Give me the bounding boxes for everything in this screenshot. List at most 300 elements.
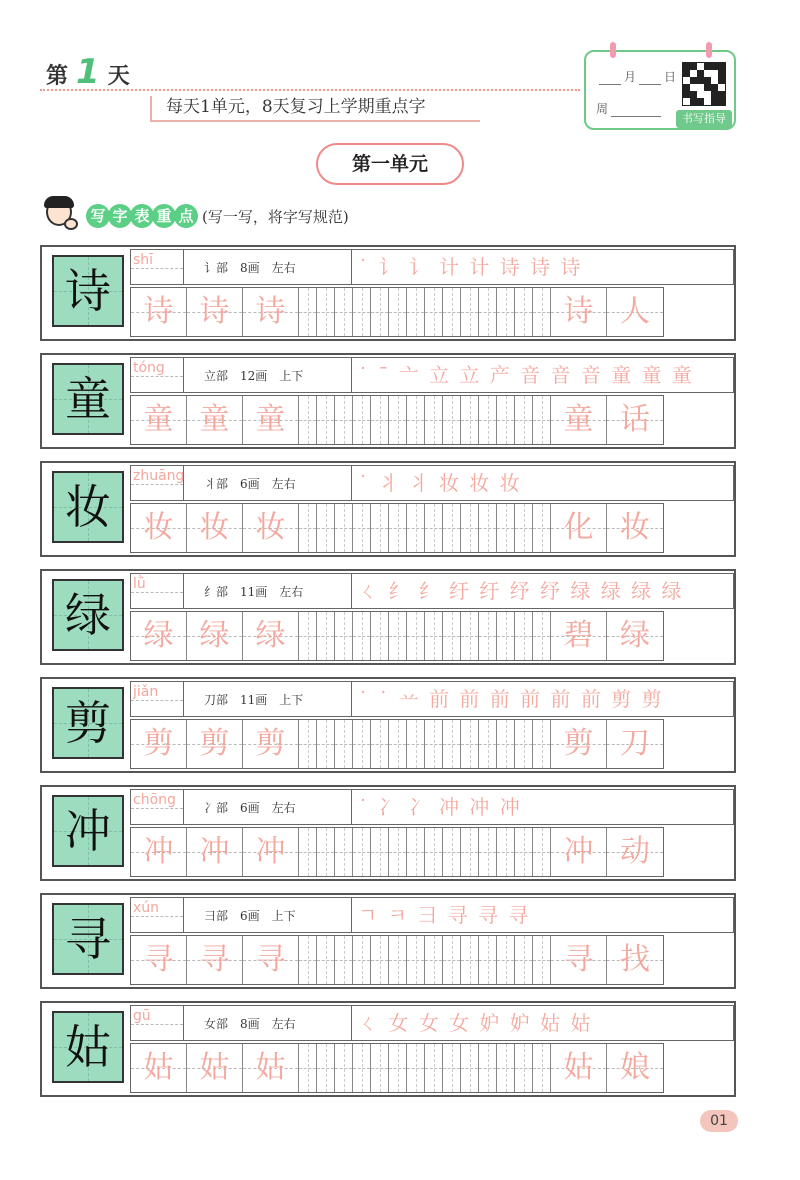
- blank-cell[interactable]: [479, 288, 497, 336]
- blank-cell[interactable]: [515, 828, 533, 876]
- word-cell[interactable]: [551, 504, 607, 552]
- blank-cell[interactable]: [317, 504, 335, 552]
- blank-cell[interactable]: [515, 720, 533, 768]
- blank-cell[interactable]: [407, 612, 425, 660]
- word-cell[interactable]: [551, 288, 607, 336]
- word-char: 娘: [620, 1050, 650, 1085]
- section-badge: 表: [130, 204, 154, 228]
- practice-grid: [130, 935, 664, 985]
- model-char: 剪: [65, 696, 111, 750]
- trace-cell[interactable]: [187, 720, 243, 768]
- date-line: 月 日: [596, 68, 676, 85]
- model-char-box: [52, 795, 124, 867]
- blank-cell[interactable]: [461, 504, 479, 552]
- blank-cell[interactable]: [479, 720, 497, 768]
- pinyin: chōng: [133, 792, 176, 808]
- date-card: [584, 50, 736, 130]
- blank-cell[interactable]: [371, 828, 389, 876]
- structure: 上下: [279, 693, 304, 707]
- blank-cell[interactable]: [317, 612, 335, 660]
- blank-cell[interactable]: [479, 504, 497, 552]
- trace-char: 童: [199, 402, 230, 437]
- char-row: [40, 461, 736, 557]
- blank-cell[interactable]: [299, 936, 317, 984]
- blank-cell[interactable]: [461, 396, 479, 444]
- char-info: [184, 789, 352, 825]
- blank-cell[interactable]: [335, 828, 353, 876]
- word-cell[interactable]: [551, 1044, 607, 1092]
- blank-cell[interactable]: [443, 396, 461, 444]
- unit-title: 第一单元: [316, 143, 464, 185]
- practice-grid: [130, 827, 664, 877]
- blank-cell[interactable]: [515, 1044, 533, 1092]
- blank-cell[interactable]: [389, 828, 407, 876]
- blank-cell[interactable]: [407, 828, 425, 876]
- blank-cell[interactable]: [425, 720, 443, 768]
- model-char: 童: [65, 372, 111, 426]
- radical: 纟部: [204, 585, 229, 599]
- trace-cell[interactable]: [243, 1044, 299, 1092]
- blank-cell[interactable]: [443, 504, 461, 552]
- section-badge: 点: [174, 204, 198, 228]
- blank-cell[interactable]: [371, 720, 389, 768]
- trace-char: 绿: [255, 618, 286, 653]
- trace-char: 寻: [199, 942, 230, 977]
- blank-cell[interactable]: [479, 1044, 497, 1092]
- structure: 左右: [271, 801, 296, 815]
- stroke-order: ˙ ˙ 䒑 前 前 前 前 前 前 剪 剪: [352, 681, 734, 717]
- blank-cell[interactable]: [425, 504, 443, 552]
- model-char-box: [52, 255, 124, 327]
- blank-cell[interactable]: [515, 612, 533, 660]
- blank-cell[interactable]: [497, 720, 515, 768]
- blank-cell[interactable]: [479, 936, 497, 984]
- kid-icon: [36, 196, 84, 236]
- blank-cell[interactable]: [479, 828, 497, 876]
- stroke-count: 12画: [240, 369, 268, 383]
- blank-cell[interactable]: [443, 288, 461, 336]
- pinyin-box: [130, 573, 184, 609]
- section-heading: [36, 196, 349, 236]
- blank-cell[interactable]: [299, 288, 317, 336]
- blank-cell[interactable]: [389, 1044, 407, 1092]
- blank-cell[interactable]: [443, 936, 461, 984]
- blank-cell[interactable]: [515, 936, 533, 984]
- char-info: [184, 465, 352, 501]
- trace-char: 妆: [255, 510, 286, 545]
- pinyin-box: [130, 789, 184, 825]
- radical: 冫部: [204, 801, 229, 815]
- blank-cell[interactable]: [461, 1044, 479, 1092]
- radical: 立部: [204, 369, 229, 383]
- blank-cell[interactable]: [407, 504, 425, 552]
- blank-cell[interactable]: [407, 1044, 425, 1092]
- blank-cell[interactable]: [353, 936, 371, 984]
- blank-cell[interactable]: [407, 396, 425, 444]
- dotted-divider: [40, 89, 580, 91]
- model-char: 寻: [65, 912, 111, 966]
- char-info: [184, 249, 352, 285]
- blank-cell[interactable]: [533, 288, 551, 336]
- blank-cell[interactable]: [497, 1044, 515, 1092]
- char-row: [40, 245, 736, 341]
- blank-cell[interactable]: [425, 936, 443, 984]
- blank-cell[interactable]: [299, 612, 317, 660]
- word-cell[interactable]: [607, 612, 663, 660]
- practice-grid: [130, 719, 664, 769]
- qr-code-icon[interactable]: [682, 62, 726, 106]
- blank-cell[interactable]: [425, 612, 443, 660]
- structure: 左右: [271, 1017, 296, 1031]
- char-row: [40, 569, 736, 665]
- char-info: [184, 1005, 352, 1041]
- model-char: 诗: [65, 264, 111, 318]
- trace-cell[interactable]: [131, 612, 187, 660]
- trace-cell[interactable]: [243, 612, 299, 660]
- practice-grid: [130, 287, 664, 337]
- trace-cell[interactable]: [131, 1044, 187, 1092]
- word-cell[interactable]: [607, 288, 663, 336]
- blank-cell[interactable]: [299, 720, 317, 768]
- trace-cell[interactable]: [243, 936, 299, 984]
- page-number: 01: [700, 1110, 738, 1132]
- blank-cell[interactable]: [335, 720, 353, 768]
- blank-cell[interactable]: [299, 1044, 317, 1092]
- guide-label: 书写指导: [676, 110, 732, 128]
- blank-cell[interactable]: [533, 396, 551, 444]
- trace-cell[interactable]: [131, 504, 187, 552]
- stroke-order: ㄑ 女 女 女 妒 妒 姑 姑: [352, 1005, 734, 1041]
- header-subtitle: 每天1单元，8天复习上学期重点字: [150, 96, 480, 122]
- word-cell[interactable]: [607, 828, 663, 876]
- blank-cell[interactable]: [533, 504, 551, 552]
- word-cell[interactable]: [607, 720, 663, 768]
- trace-cell[interactable]: [243, 504, 299, 552]
- pinyin-box: [130, 465, 184, 501]
- radical: 女部: [204, 1017, 229, 1031]
- trace-cell[interactable]: [187, 288, 243, 336]
- blank-cell[interactable]: [533, 936, 551, 984]
- word-cell[interactable]: [551, 936, 607, 984]
- trace-char: 冲: [143, 834, 174, 869]
- model-char: 绿: [65, 588, 111, 642]
- trace-cell[interactable]: [131, 288, 187, 336]
- trace-char: 妆: [199, 510, 230, 545]
- blank-cell[interactable]: [353, 828, 371, 876]
- day-prefix: 第: [46, 64, 69, 89]
- word-char: 找: [620, 942, 650, 977]
- radical: 刀部: [204, 693, 229, 707]
- blank-cell[interactable]: [479, 612, 497, 660]
- trace-char: 寻: [143, 942, 174, 977]
- blank-cell[interactable]: [317, 288, 335, 336]
- blank-cell[interactable]: [497, 396, 515, 444]
- blank-cell[interactable]: [389, 720, 407, 768]
- blank-cell[interactable]: [425, 396, 443, 444]
- blank-cell[interactable]: [533, 612, 551, 660]
- trace-char: 童: [255, 402, 286, 437]
- word-char: 寻: [563, 942, 594, 977]
- trace-cell[interactable]: [187, 504, 243, 552]
- blank-cell[interactable]: [389, 504, 407, 552]
- char-info: [184, 357, 352, 393]
- trace-cell[interactable]: [187, 396, 243, 444]
- blank-cell[interactable]: [425, 828, 443, 876]
- blank-cell[interactable]: [497, 936, 515, 984]
- blank-cell[interactable]: [425, 1044, 443, 1092]
- blank-cell[interactable]: [515, 288, 533, 336]
- section-badges: [86, 204, 196, 228]
- stroke-count: 8画: [240, 261, 260, 275]
- word-cell[interactable]: [551, 612, 607, 660]
- trace-cell[interactable]: [187, 1044, 243, 1092]
- model-char-box: [52, 687, 124, 759]
- stroke-count: 8画: [240, 1017, 260, 1031]
- blank-cell[interactable]: [533, 828, 551, 876]
- blank-cell[interactable]: [407, 720, 425, 768]
- blank-cell[interactable]: [497, 612, 515, 660]
- blank-cell[interactable]: [407, 288, 425, 336]
- word-char: 话: [620, 402, 650, 437]
- blank-cell[interactable]: [407, 936, 425, 984]
- blank-cell[interactable]: [371, 396, 389, 444]
- stroke-count: 11画: [240, 585, 268, 599]
- word-char: 冲: [563, 834, 594, 869]
- structure: 左右: [271, 477, 296, 491]
- blank-cell[interactable]: [335, 504, 353, 552]
- char-info: [184, 681, 352, 717]
- pinyin-box: [130, 681, 184, 717]
- structure: 上下: [271, 909, 296, 923]
- pinyin: lǜ: [133, 576, 146, 592]
- blank-cell[interactable]: [461, 936, 479, 984]
- trace-char: 童: [143, 402, 174, 437]
- radical: 丬部: [204, 477, 229, 491]
- model-char-box: [52, 903, 124, 975]
- word-cell[interactable]: [607, 936, 663, 984]
- section-note: (写一写，将字写规范): [202, 207, 349, 226]
- word-cell[interactable]: [607, 1044, 663, 1092]
- day-suffix: 天: [107, 64, 130, 89]
- trace-char: 姑: [199, 1050, 230, 1085]
- blank-cell[interactable]: [317, 396, 335, 444]
- stroke-order: ㄱ ㅋ 彐 寻 寻 寻: [352, 897, 734, 933]
- model-char: 妆: [65, 480, 111, 534]
- structure: 左右: [279, 585, 304, 599]
- blank-cell[interactable]: [335, 288, 353, 336]
- trace-char: 剪: [143, 726, 174, 761]
- trace-cell[interactable]: [243, 396, 299, 444]
- blank-cell[interactable]: [443, 828, 461, 876]
- model-char-box: [52, 1011, 124, 1083]
- pinyin-box: [130, 357, 184, 393]
- stroke-order: ˙ 讠 讠 计 计 诗 诗 诗: [352, 249, 734, 285]
- stroke-order: ˙ ˉ 亠 立 立 产 音 音 音 童 童 童: [352, 357, 734, 393]
- trace-cell[interactable]: [131, 396, 187, 444]
- word-cell[interactable]: [607, 396, 663, 444]
- blank-cell[interactable]: [353, 1044, 371, 1092]
- pinyin: jiǎn: [133, 684, 159, 700]
- stroke-count: 6画: [240, 477, 260, 491]
- word-char: 姑: [563, 1050, 594, 1085]
- trace-cell[interactable]: [131, 828, 187, 876]
- word-cell[interactable]: [551, 396, 607, 444]
- trace-cell[interactable]: [187, 828, 243, 876]
- blank-cell[interactable]: [389, 936, 407, 984]
- blank-cell[interactable]: [335, 612, 353, 660]
- trace-cell[interactable]: [243, 720, 299, 768]
- blank-cell[interactable]: [353, 288, 371, 336]
- trace-char: 冲: [199, 834, 230, 869]
- trace-char: 寻: [255, 942, 286, 977]
- trace-char: 妆: [143, 510, 174, 545]
- blank-cell[interactable]: [353, 396, 371, 444]
- stroke-order: ˙ 丬 丬 妆 妆 妆: [352, 465, 734, 501]
- blank-cell[interactable]: [443, 720, 461, 768]
- word-cell[interactable]: [551, 828, 607, 876]
- word-char: 绿: [620, 618, 650, 653]
- trace-cell[interactable]: [243, 288, 299, 336]
- week-line: 周: [596, 100, 664, 117]
- blank-cell[interactable]: [461, 720, 479, 768]
- word-char: 动: [620, 834, 650, 869]
- word-char: 刀: [620, 726, 650, 761]
- model-char-box: [52, 363, 124, 435]
- blank-cell[interactable]: [299, 396, 317, 444]
- trace-char: 姑: [255, 1050, 286, 1085]
- blank-cell[interactable]: [461, 612, 479, 660]
- stroke-order: ˙ 冫 冫 冲 冲 冲: [352, 789, 734, 825]
- blank-cell[interactable]: [533, 720, 551, 768]
- pinyin: zhuāng: [133, 468, 185, 484]
- blank-cell[interactable]: [317, 1044, 335, 1092]
- practice-grid: [130, 1043, 664, 1093]
- trace-cell[interactable]: [131, 936, 187, 984]
- blank-cell[interactable]: [389, 396, 407, 444]
- pinyin: tóng: [133, 360, 165, 376]
- char-row: [40, 785, 736, 881]
- blank-cell[interactable]: [425, 288, 443, 336]
- blank-cell[interactable]: [299, 828, 317, 876]
- blank-cell[interactable]: [533, 1044, 551, 1092]
- blank-cell[interactable]: [443, 612, 461, 660]
- practice-grid: [130, 395, 664, 445]
- model-char-box: [52, 471, 124, 543]
- blank-cell[interactable]: [389, 612, 407, 660]
- blank-cell[interactable]: [371, 504, 389, 552]
- radical: 彐部: [204, 909, 229, 923]
- blank-cell[interactable]: [317, 720, 335, 768]
- pinyin-box: [130, 897, 184, 933]
- word-char: 妆: [620, 510, 650, 545]
- stroke-count: 11画: [240, 693, 268, 707]
- pinyin-box: [130, 249, 184, 285]
- blank-cell[interactable]: [515, 396, 533, 444]
- blank-cell[interactable]: [299, 504, 317, 552]
- word-char: 人: [620, 294, 650, 329]
- word-char: 诗: [563, 294, 594, 329]
- structure: 左右: [271, 261, 296, 275]
- word-char: 化: [563, 510, 594, 545]
- trace-char: 剪: [199, 726, 230, 761]
- char-row: [40, 353, 736, 449]
- model-char: 姑: [65, 1020, 111, 1074]
- section-badge: 字: [108, 204, 132, 228]
- trace-char: 剪: [255, 726, 286, 761]
- blank-cell[interactable]: [371, 288, 389, 336]
- pinyin: shī: [133, 252, 154, 268]
- model-char: 冲: [65, 804, 111, 858]
- section-badge: 重: [152, 204, 176, 228]
- word-cell[interactable]: [607, 504, 663, 552]
- blank-cell[interactable]: [497, 504, 515, 552]
- blank-cell[interactable]: [371, 936, 389, 984]
- blank-cell[interactable]: [317, 828, 335, 876]
- trace-char: 诗: [199, 294, 230, 329]
- blank-cell[interactable]: [335, 396, 353, 444]
- day-header: [46, 52, 130, 92]
- practice-grid: [130, 503, 664, 553]
- blank-cell[interactable]: [371, 1044, 389, 1092]
- word-char: 剪: [563, 726, 594, 761]
- trace-char: 绿: [143, 618, 174, 653]
- ring-icon: [610, 42, 616, 58]
- blank-cell[interactable]: [335, 936, 353, 984]
- blank-cell[interactable]: [353, 504, 371, 552]
- trace-cell[interactable]: [243, 828, 299, 876]
- structure: 上下: [279, 369, 304, 383]
- blank-cell[interactable]: [443, 1044, 461, 1092]
- practice-grid: [130, 611, 664, 661]
- model-char-box: [52, 579, 124, 651]
- trace-char: 诗: [255, 294, 286, 329]
- blank-cell[interactable]: [497, 828, 515, 876]
- pinyin: gū: [133, 1008, 151, 1024]
- trace-char: 绿: [199, 618, 230, 653]
- blank-cell[interactable]: [461, 828, 479, 876]
- trace-char: 冲: [255, 834, 286, 869]
- blank-cell[interactable]: [353, 720, 371, 768]
- blank-cell[interactable]: [335, 1044, 353, 1092]
- blank-cell[interactable]: [497, 288, 515, 336]
- trace-cell[interactable]: [187, 936, 243, 984]
- stroke-order: ㄑ 纟 纟 纡 纡 纾 纾 绿 绿 绿 绿: [352, 573, 734, 609]
- char-row: [40, 893, 736, 989]
- trace-char: 诗: [143, 294, 174, 329]
- char-info: [184, 573, 352, 609]
- blank-cell[interactable]: [389, 288, 407, 336]
- trace-cell[interactable]: [187, 612, 243, 660]
- trace-cell[interactable]: [131, 720, 187, 768]
- blank-cell[interactable]: [515, 504, 533, 552]
- word-cell[interactable]: [551, 720, 607, 768]
- char-row: [40, 677, 736, 773]
- blank-cell[interactable]: [317, 936, 335, 984]
- blank-cell[interactable]: [461, 288, 479, 336]
- stroke-count: 6画: [240, 909, 260, 923]
- day-number: 1: [76, 52, 100, 92]
- char-row: [40, 1001, 736, 1097]
- word-char: 童: [563, 402, 594, 437]
- stroke-count: 6画: [240, 801, 260, 815]
- blank-cell[interactable]: [353, 612, 371, 660]
- blank-cell[interactable]: [479, 396, 497, 444]
- pinyin: xún: [133, 900, 160, 916]
- blank-cell[interactable]: [371, 612, 389, 660]
- section-badge: 写: [86, 204, 110, 228]
- radical: 讠部: [204, 261, 229, 275]
- ring-icon: [706, 42, 712, 58]
